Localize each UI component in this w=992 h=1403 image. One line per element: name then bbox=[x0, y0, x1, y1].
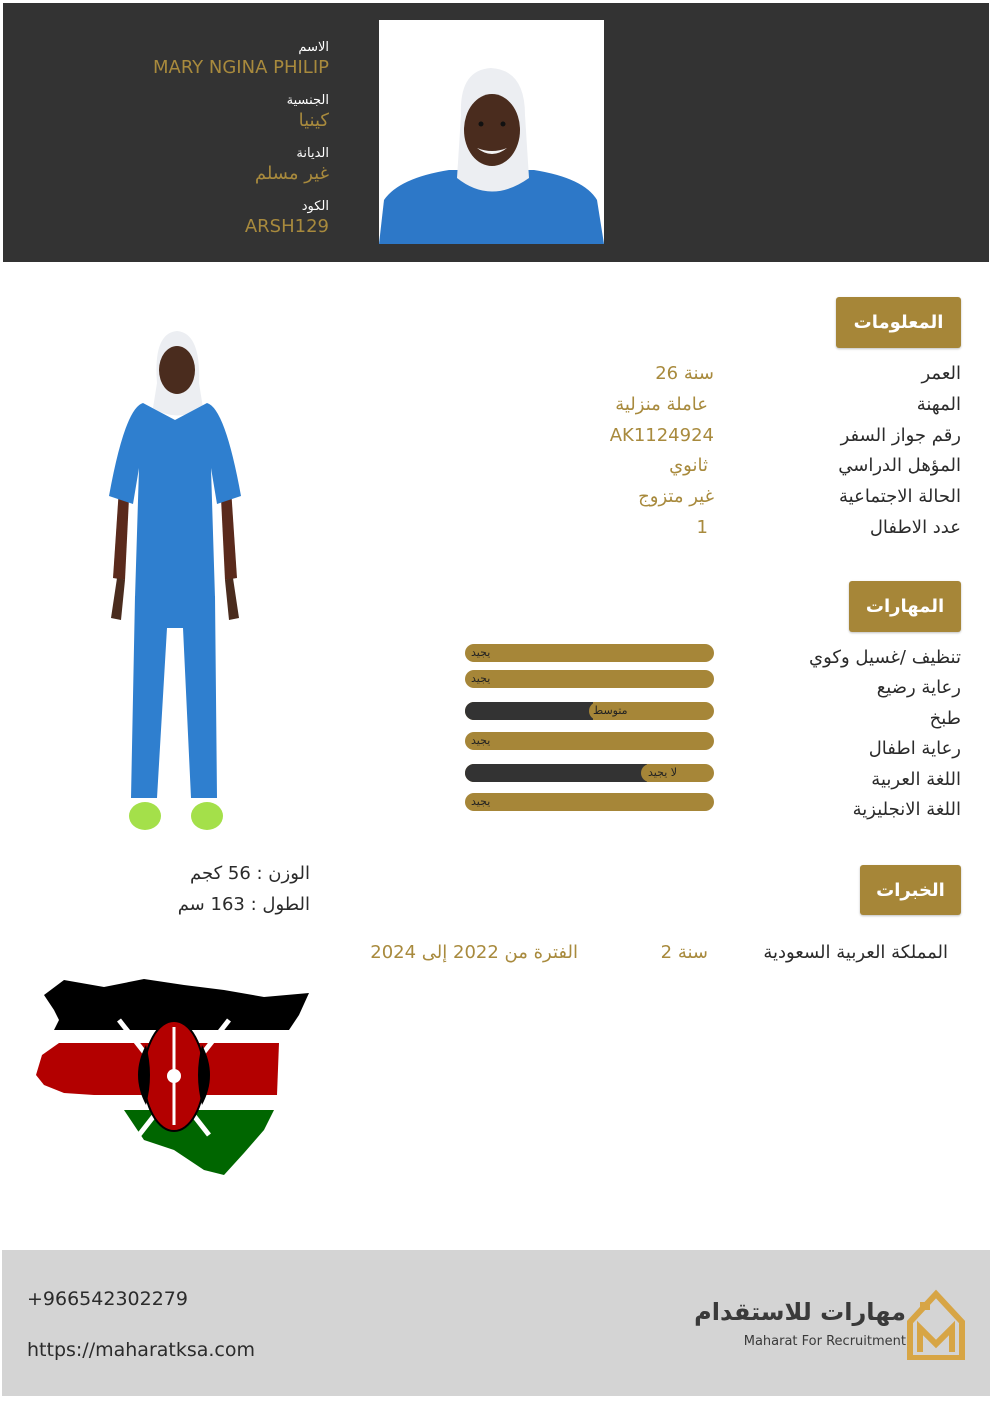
phone-number[interactable]: +966542302279 bbox=[27, 1288, 188, 1310]
info-value-marital: غير متزوج bbox=[638, 486, 714, 507]
skill-label-english: اللغة الانجليزية bbox=[852, 799, 961, 820]
nationality-value: كينيا bbox=[298, 110, 329, 131]
portrait-photo bbox=[379, 20, 604, 244]
experience-country: المملكة العربية السعودية bbox=[763, 942, 948, 963]
skills-section-title: المهارات bbox=[849, 581, 961, 632]
header-info bbox=[3, 39, 329, 251]
code-value: ARSH129 bbox=[244, 216, 329, 237]
info-value-education: ثانوي bbox=[669, 455, 708, 476]
kenya-flag-map bbox=[34, 975, 314, 1180]
logo-english-text: Maharat For Recruitment bbox=[743, 1334, 906, 1349]
info-label-children: عدد الاطفال bbox=[869, 517, 961, 538]
name-value: MARY NGINA PHILIP bbox=[152, 57, 329, 78]
code-label: الكود bbox=[301, 199, 329, 214]
skill-level-cleaning: يجيد bbox=[467, 644, 494, 662]
experience-years: 2 سنة bbox=[660, 942, 708, 963]
info-section-title: المعلومات bbox=[836, 297, 961, 348]
info-label-marital: الحالة الاجتماعية bbox=[839, 486, 961, 507]
skill-bar-cooking bbox=[465, 702, 714, 720]
experience-period: الفترة من 2022 إلى 2024 bbox=[370, 942, 578, 963]
skill-level-cooking: متوسط bbox=[589, 702, 632, 720]
logo-arabic-text: مهارات للاستقدام bbox=[694, 1298, 906, 1326]
skill-label-cleaning: تنظيف /غسيل وكوي bbox=[809, 647, 961, 668]
website-link[interactable]: https://maharatksa.com bbox=[27, 1339, 256, 1361]
info-label-passport: رقم جواز السفر bbox=[840, 425, 961, 446]
skill-level-english: يجيد bbox=[467, 793, 494, 811]
footer bbox=[2, 1250, 990, 1396]
skill-level-childcare: يجيد bbox=[467, 732, 494, 750]
weight-text: الوزن : 56 كجم bbox=[190, 863, 310, 884]
skill-bar-arabic bbox=[465, 764, 714, 782]
skill-bar-english bbox=[465, 793, 714, 811]
religion-label: الديانة bbox=[296, 146, 329, 161]
nationality-label: الجنسية bbox=[286, 93, 329, 108]
skill-level-arabic: لا يجيد bbox=[641, 764, 684, 782]
info-label-education: المؤهل الدراسي bbox=[838, 455, 961, 476]
skill-label-cooking: طبخ bbox=[929, 708, 961, 729]
info-value-children: 1 bbox=[696, 517, 708, 538]
skill-label-infant-care: رعاية رضيع bbox=[876, 677, 961, 698]
info-label-profession: المهنة bbox=[916, 394, 961, 415]
info-value-passport: AK1124924 bbox=[609, 425, 714, 446]
skill-bar-cleaning bbox=[465, 644, 714, 662]
skill-label-arabic: اللغة العربية bbox=[871, 769, 961, 790]
full-body-photo bbox=[95, 328, 255, 838]
info-value-age: 26 سنة bbox=[655, 363, 714, 384]
skill-label-childcare: رعاية اطفال bbox=[868, 738, 961, 759]
maharat-logo bbox=[694, 1288, 970, 1362]
info-label-age: العمر bbox=[921, 363, 961, 384]
experience-section-title: الخبرات bbox=[860, 865, 961, 915]
name-label: الاسم bbox=[298, 40, 329, 55]
skill-bar-infant-care bbox=[465, 670, 714, 688]
info-value-profession: عاملة منزلية bbox=[615, 394, 708, 415]
skill-bar-childcare bbox=[465, 732, 714, 750]
skill-level-infant-care: يجيد bbox=[467, 670, 494, 688]
profile-header bbox=[3, 3, 989, 262]
religion-value: غير مسلم bbox=[254, 163, 329, 184]
height-text: الطول : 163 سم bbox=[177, 894, 310, 915]
